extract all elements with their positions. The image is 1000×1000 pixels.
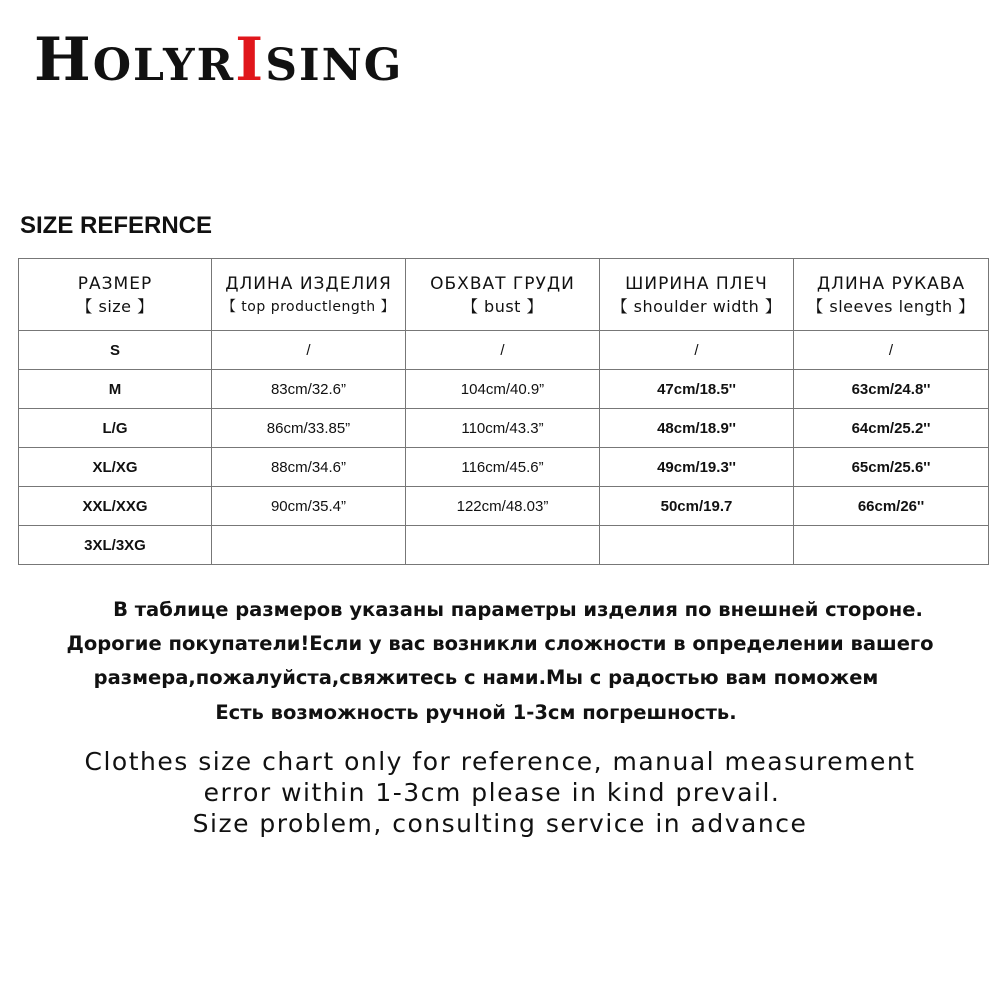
cell-shoulder: 49cm/19.3'' bbox=[600, 448, 794, 487]
size-table bbox=[18, 258, 989, 565]
cell-shoulder: 48cm/18.9'' bbox=[600, 409, 794, 448]
cell-size: S bbox=[19, 331, 212, 370]
header-sleeve bbox=[794, 259, 989, 331]
header-length-ru: ДЛИНА ИЗДЕЛИЯ bbox=[225, 273, 392, 294]
cell-sleeve: 63cm/24.8'' bbox=[794, 370, 989, 409]
logo-letters-olyr: OLYR bbox=[92, 40, 236, 91]
header-bust-en: 【 bust 】 bbox=[461, 296, 544, 316]
table-row bbox=[19, 409, 989, 448]
ru-note-line-4: Есть возможность ручной 1-3см погрешность. bbox=[215, 701, 737, 724]
cell-size: M bbox=[19, 370, 212, 409]
cell-length: 90cm/35.4” bbox=[212, 487, 406, 526]
header-sleeve-ru: ДЛИНА РУКАВА bbox=[816, 273, 966, 294]
header-size-en: 【 size 】 bbox=[76, 296, 154, 316]
brand-logo bbox=[34, 25, 404, 95]
cell-bust: / bbox=[406, 331, 600, 370]
section-title: SIZE REFERNCE bbox=[20, 212, 213, 239]
header-shoulder bbox=[600, 259, 794, 331]
cell-bust: 104cm/40.9” bbox=[406, 370, 600, 409]
header-sleeve-en: 【 sleeves length 】 bbox=[807, 296, 975, 316]
ru-note-line-2: Дорогие покупатели!Если у вас возникли сложности в определении вашего bbox=[66, 632, 934, 655]
ru-note-line-3: размера,пожалуйста,свяжитесь с нами.Мы с радостью вам поможем bbox=[93, 666, 879, 689]
cell-shoulder: 47cm/18.5'' bbox=[600, 370, 794, 409]
cell-sleeve bbox=[794, 526, 989, 565]
cell-bust: 110cm/43.3” bbox=[406, 409, 600, 448]
cell-size: 3XL/3XG bbox=[19, 526, 212, 565]
cell-size: XL/XG bbox=[19, 448, 212, 487]
cell-size: L/G bbox=[19, 409, 212, 448]
cell-shoulder: / bbox=[600, 331, 794, 370]
table-row bbox=[19, 526, 989, 565]
en-note-line-1: Clothes size chart only for reference, manual measurement bbox=[84, 747, 916, 776]
table-row bbox=[19, 331, 989, 370]
logo-letter-i: I bbox=[235, 25, 266, 95]
cell-length: 86cm/33.85” bbox=[212, 409, 406, 448]
cell-length: / bbox=[212, 331, 406, 370]
en-note-line-2: error within 1-3cm please in kind prevail. bbox=[203, 778, 781, 807]
en-note-line-3: Size problem, consulting service in advance bbox=[192, 809, 808, 838]
table-header-row bbox=[19, 259, 989, 331]
cell-sleeve: / bbox=[794, 331, 989, 370]
cell-sleeve: 65cm/25.6'' bbox=[794, 448, 989, 487]
cell-bust: 116cm/45.6” bbox=[406, 448, 600, 487]
header-bust bbox=[406, 259, 600, 331]
cell-length bbox=[212, 526, 406, 565]
header-length bbox=[212, 259, 406, 331]
cell-length: 88cm/34.6” bbox=[212, 448, 406, 487]
cell-size: XXL/XXG bbox=[19, 487, 212, 526]
table-row bbox=[19, 370, 989, 409]
cell-bust: 122cm/48.03” bbox=[406, 487, 600, 526]
cell-bust bbox=[406, 526, 600, 565]
table-row bbox=[19, 448, 989, 487]
ru-note-line-1: В таблице размеров указаны параметры изделия по внешней стороне. bbox=[113, 598, 923, 621]
header-size-ru: РАЗМЕР bbox=[77, 273, 153, 294]
logo-letter-h: H bbox=[34, 25, 93, 95]
header-shoulder-en: 【 shoulder width 】 bbox=[611, 296, 782, 316]
header-size bbox=[19, 259, 212, 331]
cell-length: 83cm/32.6” bbox=[212, 370, 406, 409]
header-length-en: 【 top productlength 】 bbox=[221, 298, 396, 315]
cell-shoulder: 50cm/19.7 bbox=[600, 487, 794, 526]
header-bust-ru: ОБХВАТ ГРУДИ bbox=[430, 273, 575, 294]
table-row bbox=[19, 487, 989, 526]
logo-letters-sing: SING bbox=[265, 40, 404, 91]
cell-shoulder bbox=[600, 526, 794, 565]
header-shoulder-ru: ШИРИНА ПЛЕЧ bbox=[625, 273, 768, 294]
cell-sleeve: 64cm/25.2'' bbox=[794, 409, 989, 448]
cell-sleeve: 66cm/26'' bbox=[794, 487, 989, 526]
